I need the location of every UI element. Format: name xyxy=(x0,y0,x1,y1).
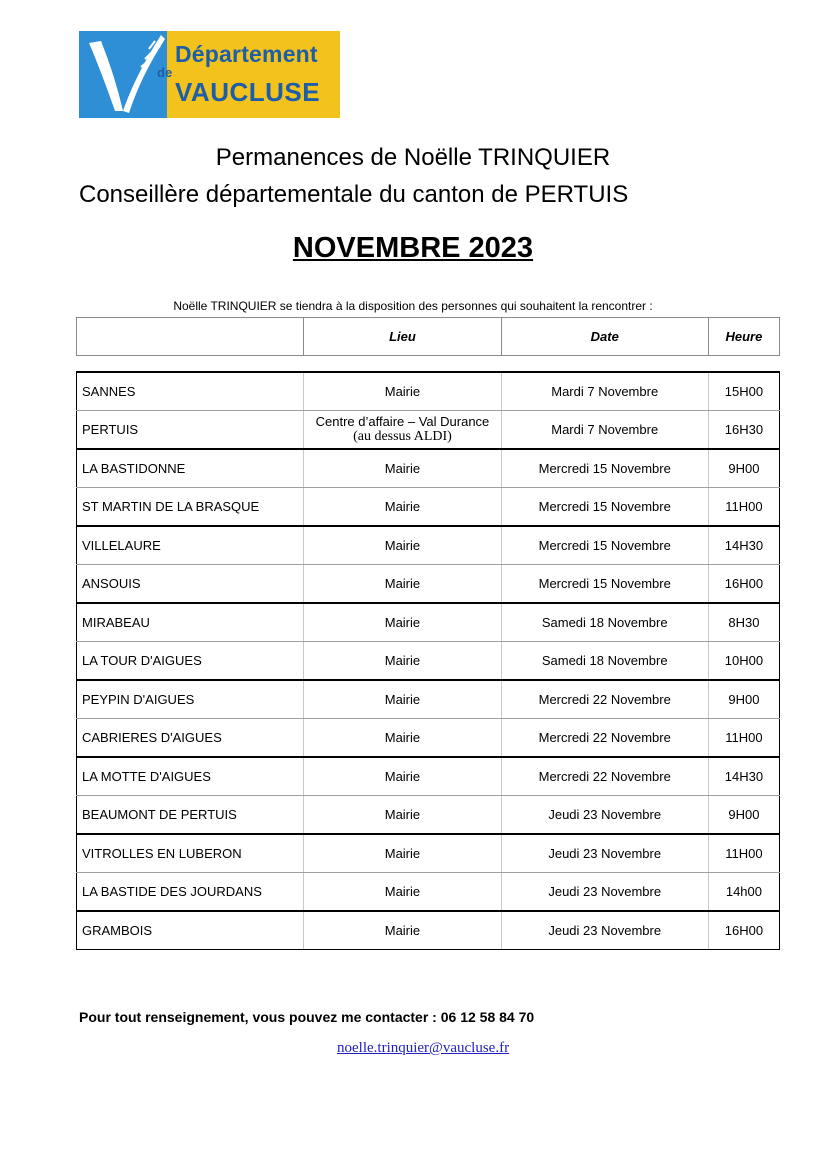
cell-commune-text: GRAMBOIS xyxy=(82,923,153,938)
header-date: Date xyxy=(501,318,708,356)
cell-date xyxy=(501,911,708,950)
cell-date-text: Mercredi 15 Novembre xyxy=(538,461,671,476)
cell-lieu-text: Mairie xyxy=(384,692,421,707)
table-row xyxy=(77,719,780,758)
cell-date-text: Mardi 7 Novembre xyxy=(551,384,659,399)
cell-commune-text: VITROLLES EN LUBERON xyxy=(82,846,242,861)
table-row xyxy=(77,911,780,950)
cell-commune xyxy=(77,565,304,604)
cell-commune xyxy=(77,411,304,450)
cell-heure xyxy=(708,449,779,488)
table-header xyxy=(76,317,780,356)
cell-heure xyxy=(708,680,779,719)
cell-heure xyxy=(708,911,779,950)
header-lieu: Lieu xyxy=(304,318,501,356)
cell-heure-text: 9H00 xyxy=(728,807,760,822)
cell-lieu xyxy=(304,603,501,642)
cell-date xyxy=(501,526,708,565)
cell-commune-text: MIRABEAU xyxy=(82,615,150,630)
cell-date-text: Jeudi 23 Novembre xyxy=(548,884,662,899)
cell-heure-text: 9H00 xyxy=(728,461,760,476)
cell-date-text: Mercredi 22 Novembre xyxy=(538,692,671,707)
cell-date xyxy=(501,488,708,527)
cell-date xyxy=(501,411,708,450)
cell-lieu-text: Mairie xyxy=(384,499,421,514)
cell-heure-text: 11H00 xyxy=(725,846,763,861)
cell-date-text: Samedi 18 Novembre xyxy=(541,653,668,668)
vaucluse-logo xyxy=(79,31,340,118)
cell-commune-text: LA BASTIDE DES JOURDANS xyxy=(82,884,262,899)
table-row xyxy=(77,411,780,450)
cell-heure xyxy=(708,526,779,565)
cell-commune-text: PERTUIS xyxy=(82,422,139,437)
cell-date-text: Jeudi 23 Novembre xyxy=(548,846,662,861)
title-line-2: Conseillère départementale du canton de PERTUIS xyxy=(79,181,629,208)
cell-commune-text: VILLELAURE xyxy=(82,538,161,553)
cell-date xyxy=(501,834,708,873)
cell-lieu-text: Mairie xyxy=(384,923,421,938)
logo-v-icon xyxy=(79,31,167,118)
cell-date-text: Mercredi 15 Novembre xyxy=(538,538,671,553)
cell-heure-text: 15H00 xyxy=(724,384,764,399)
cell-lieu xyxy=(304,796,501,835)
cell-commune-text: LA TOUR D'AIGUES xyxy=(82,653,202,668)
cell-commune-text: SANNES xyxy=(82,384,136,399)
cell-commune-text: BEAUMONT DE PERTUIS xyxy=(82,807,237,822)
contact-text: Pour tout renseignement, vous pouvez me contacter : 06 12 58 84 70 xyxy=(79,1009,535,1025)
cell-date xyxy=(501,372,708,411)
cell-lieu-text: Mairie xyxy=(384,730,421,745)
cell-date-text: Samedi 18 Novembre xyxy=(541,615,668,630)
table-row xyxy=(77,680,780,719)
cell-date-text: Mercredi 22 Novembre xyxy=(538,730,671,745)
cell-date xyxy=(501,757,708,796)
cell-commune xyxy=(77,911,304,950)
cell-heure-text: 16H30 xyxy=(724,422,764,437)
header-row xyxy=(77,318,780,356)
table-row xyxy=(77,372,780,411)
cell-commune xyxy=(77,796,304,835)
logo-vaucluse: VAUCLUSE xyxy=(175,77,321,107)
cell-commune xyxy=(77,834,304,873)
cell-date xyxy=(501,642,708,681)
cell-heure xyxy=(708,757,779,796)
logo-departement: Département xyxy=(175,41,318,67)
cell-heure xyxy=(708,873,779,912)
intro-text: Noëlle TRINQUIER se tiendra à la disposition des personnes qui souhaitent la rencontrer : xyxy=(173,299,653,313)
cell-heure xyxy=(708,411,779,450)
cell-commune xyxy=(77,719,304,758)
cell-heure-text: 9H00 xyxy=(728,692,760,707)
cell-commune xyxy=(77,757,304,796)
cell-lieu xyxy=(304,526,501,565)
cell-lieu xyxy=(304,642,501,681)
header-heure: Heure xyxy=(708,318,779,356)
cell-date-text: Mercredi 15 Novembre xyxy=(538,499,671,514)
cell-commune-text: ST MARTIN DE LA BRASQUE xyxy=(82,499,260,514)
cell-heure xyxy=(708,719,779,758)
table-row xyxy=(77,834,780,873)
cell-lieu-text: Mairie xyxy=(384,846,421,861)
cell-heure xyxy=(708,488,779,527)
cell-lieu xyxy=(304,757,501,796)
cell-date xyxy=(501,873,708,912)
cell-heure xyxy=(708,603,779,642)
header-commune xyxy=(77,318,304,356)
cell-lieu xyxy=(304,411,501,450)
table-row xyxy=(77,642,780,681)
cell-date xyxy=(501,796,708,835)
permanences-table xyxy=(76,371,780,950)
logo-v-mark xyxy=(79,31,167,118)
cell-heure xyxy=(708,834,779,873)
table-row xyxy=(77,603,780,642)
table-row xyxy=(77,873,780,912)
logo-de: de xyxy=(157,65,173,80)
cell-lieu-text: Mairie xyxy=(384,461,421,476)
table-row xyxy=(77,449,780,488)
cell-commune xyxy=(77,449,304,488)
cell-heure-text: 14H30 xyxy=(724,769,764,784)
cell-commune-text: LA MOTTE D'AIGUES xyxy=(82,769,211,784)
cell-lieu-text: Mairie xyxy=(384,576,421,591)
cell-lieu-text: Mairie xyxy=(384,538,421,553)
cell-heure xyxy=(708,796,779,835)
cell-lieu-text: Mairie xyxy=(384,769,421,784)
cell-heure-text: 10H00 xyxy=(724,653,764,668)
cell-commune xyxy=(77,680,304,719)
cell-lieu-text: Mairie xyxy=(384,884,421,899)
title-line-1-text: Permanences de Noëlle TRINQUIER xyxy=(215,144,611,171)
cell-heure-text: 14h00 xyxy=(725,884,762,899)
month-heading: NOVEMBRE 2023 xyxy=(292,232,534,264)
cell-heure-text: 11H00 xyxy=(725,499,763,514)
cell-lieu xyxy=(304,834,501,873)
cell-lieu-text: Mairie xyxy=(384,384,421,399)
cell-date-text: Mercredi 15 Novembre xyxy=(538,576,671,591)
cell-commune xyxy=(77,603,304,642)
email-link[interactable]: noelle.trinquier@vaucluse.fr xyxy=(337,1040,510,1056)
cell-heure xyxy=(708,642,779,681)
cell-lieu xyxy=(304,719,501,758)
cell-lieu-text: Mairie xyxy=(384,807,421,822)
cell-commune-text: ANSOUIS xyxy=(82,576,141,591)
cell-date-text: Mardi 7 Novembre xyxy=(551,422,659,437)
cell-lieu xyxy=(304,911,501,950)
cell-lieu xyxy=(304,680,501,719)
cell-commune xyxy=(77,372,304,411)
cell-lieu xyxy=(304,488,501,527)
cell-commune xyxy=(77,642,304,681)
cell-heure-text: 16H00 xyxy=(724,576,764,591)
cell-commune xyxy=(77,488,304,527)
cell-lieu-text: Mairie xyxy=(384,615,421,630)
cell-date xyxy=(501,603,708,642)
cell-heure-text: 11H00 xyxy=(725,730,763,745)
cell-lieu xyxy=(304,372,501,411)
cell-lieu xyxy=(304,873,501,912)
cell-heure xyxy=(708,565,779,604)
cell-date-text: Mercredi 22 Novembre xyxy=(538,769,671,784)
cell-commune-text: LA BASTIDONNE xyxy=(82,461,186,476)
cell-heure-text: 16H00 xyxy=(724,923,764,938)
cell-date xyxy=(501,565,708,604)
cell-commune xyxy=(77,873,304,912)
cell-date xyxy=(501,449,708,488)
cell-date-text: Jeudi 23 Novembre xyxy=(548,807,662,822)
cell-commune-text: PEYPIN D'AIGUES xyxy=(82,692,195,707)
cell-lieu-sub: (au dessus ALDI) xyxy=(353,429,452,444)
table-row xyxy=(77,796,780,835)
cell-lieu xyxy=(304,565,501,604)
cell-lieu xyxy=(304,449,501,488)
table-row xyxy=(77,757,780,796)
table-row xyxy=(77,565,780,604)
cell-date xyxy=(501,719,708,758)
cell-heure xyxy=(708,372,779,411)
table-row xyxy=(77,526,780,565)
cell-commune-text: CABRIERES D'AIGUES xyxy=(82,730,222,745)
cell-heure-text: 14H30 xyxy=(724,538,764,553)
cell-date-text: Jeudi 23 Novembre xyxy=(548,923,662,938)
title-line-1 xyxy=(0,144,826,172)
table-row xyxy=(77,488,780,527)
cell-lieu-text: Mairie xyxy=(384,653,421,668)
cell-date xyxy=(501,680,708,719)
cell-lieu-text: Centre d’affaire – Val Durance xyxy=(315,414,490,429)
cell-heure-text: 8H30 xyxy=(728,615,760,630)
cell-commune xyxy=(77,526,304,565)
